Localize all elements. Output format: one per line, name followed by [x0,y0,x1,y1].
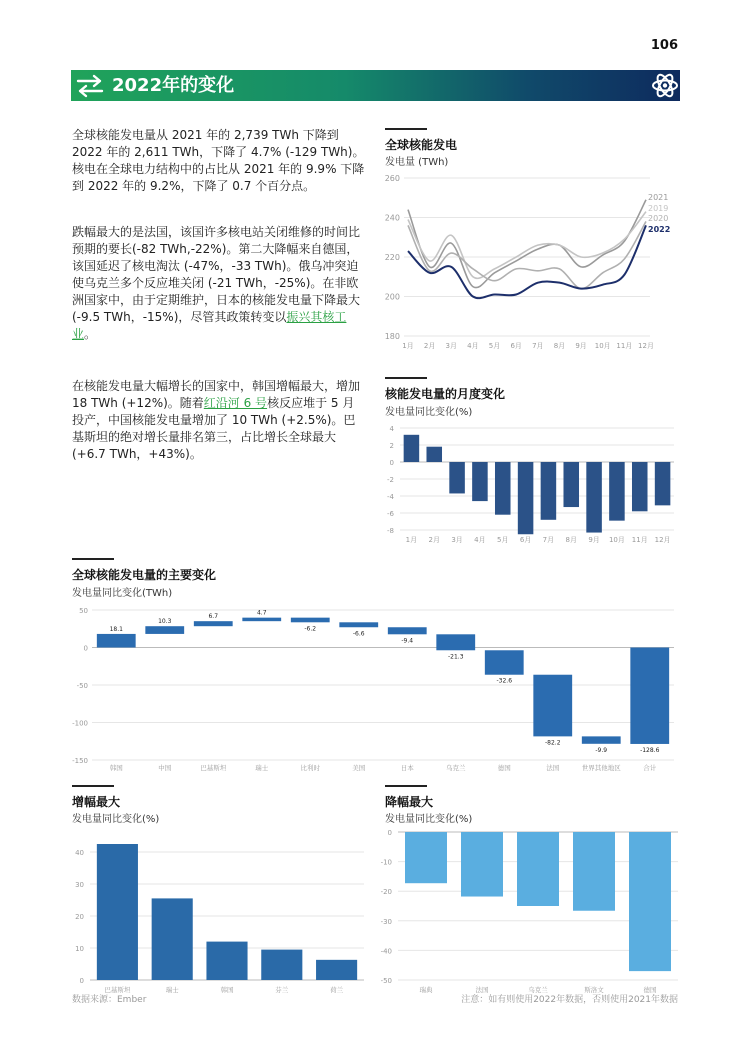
paragraph-2-end: 。 [84,327,97,341]
chart-divider [72,558,114,560]
chart-ylabel: 发电量同比变化(%) [385,814,473,825]
x-tick-label: 7月 [542,536,555,544]
waterfall-bar [145,626,184,634]
x-tick-label: 德国 [643,986,657,994]
y-tick-label: -4 [387,493,394,501]
x-tick-label: 巴基斯坦 [104,986,131,994]
waterfall-bar [485,650,524,674]
increase-bar-chart [62,826,368,994]
y-tick-label: -10 [380,858,392,867]
y-tick-label: 0 [387,829,392,837]
exchange-arrows-icon [74,73,106,99]
chart-ylabel: 发电量同比变化(%) [385,407,473,418]
line-chart [378,168,680,354]
y-tick-label: -50 [76,682,88,690]
paragraph-3-text: 在核能发电量大幅增长的国家中，韩国增幅最大，增加 18 TWh (+12%)。随着 [72,379,361,410]
waterfall-bar [194,621,233,626]
bar [449,462,465,493]
data-note: 注意：如有则使用2022年数据，否则使用2021年数据 [461,995,678,1005]
data-source: 数据来源：Ember [72,995,147,1005]
chart-title: 核能发电量的月度变化 [385,387,506,401]
y-tick-label: 4 [389,425,394,433]
legend-label-2022: 2022 [648,225,671,234]
paragraph-2 [72,224,366,343]
x-tick-label: 2月 [428,536,440,544]
x-tick-label: 中国 [158,764,172,772]
chart-divider [385,377,427,379]
paragraph-2-text: 跌幅最大的是法国，该国许多核电站关闭维修的时间比预期的要长(-82 TWh,-22%)。第二大降幅来自德国，该国延迟了核电淘汰 (-47%，-33 TWh)。俄乌冲突迫使乌克兰多个反应堆关闭 (-21 TWh，-25%)。在非欧洲国家中，由于定期维护，日本的核能发电量下降最大 (-9.5 TWh，-15%)，尽管其政策转变以 [72,225,361,324]
chart-title: 全球核能发电量的主要变化 [72,568,217,582]
y-tick-label: 10 [75,945,84,953]
x-tick-label: 瑞士 [165,986,179,994]
chart-title: 全球核能发电 [385,138,458,152]
x-tick-label: 3月 [451,536,463,544]
x-tick-label: 4月 [467,342,479,350]
x-tick-label: 9月 [588,536,600,544]
bar [609,462,625,521]
data-label: -9.9 [595,746,608,754]
chart-title: 增幅最大 [72,795,121,809]
legend-label-2021: 2021 [648,193,669,202]
legend-label-2020: 2020 [648,214,669,223]
x-tick-label: 2月 [423,342,436,350]
y-tick-label: -2 [387,476,394,484]
chart-divider [385,785,427,787]
data-label: -9.4 [401,637,414,645]
bar [97,844,138,980]
data-label: 6.7 [208,613,219,621]
data-label: -128.6 [640,746,660,754]
y-tick-label: 220 [384,253,400,262]
bar [632,462,648,511]
y-tick-label: -50 [380,977,392,985]
bar [404,435,420,462]
x-tick-label: 世界其他地区 [581,764,621,772]
x-tick-label: 10月 [608,536,625,544]
x-tick-label: 1月 [402,342,414,350]
x-tick-label: 法国 [546,764,560,772]
bar [261,950,302,980]
bar [586,462,602,533]
chart-ylabel: 发电量同比变化(TWh) [72,588,173,599]
data-label: -82.2 [544,739,561,747]
hongyanhe-link[interactable]: 红沿河 6 号 [203,396,268,410]
y-tick-label: -6 [387,510,394,518]
x-tick-label: 比利时 [300,764,320,772]
data-label: -21.3 [447,653,464,661]
x-tick-label: 合计 [643,764,657,772]
y-tick-label: -100 [72,719,88,728]
y-tick-label: 260 [384,174,400,183]
bar [563,462,579,507]
x-tick-label: 6月 [519,536,532,544]
x-tick-label: 8月 [565,536,577,544]
waterfall-chart [62,600,680,775]
y-tick-label: 0 [79,977,84,985]
y-tick-label: -150 [72,757,88,765]
x-tick-label: 斯洛文 [584,986,604,994]
decrease-bar-chart [376,826,682,994]
bar [518,462,534,534]
x-tick-label: 瑞士 [255,764,269,772]
x-tick-label: 乌克兰 [446,764,466,772]
y-tick-label: 240 [384,213,400,223]
y-tick-label: -8 [387,527,394,535]
paragraph-3 [72,378,366,463]
x-tick-label: 11月 [631,536,648,544]
x-tick-label: 法国 [475,986,489,994]
bar [405,832,447,883]
x-tick-label: 9月 [575,342,587,350]
monthly-bar-chart [378,418,680,552]
x-tick-label: 韩国 [109,764,123,772]
chart-ylabel: 发电量 (TWh) [385,157,449,168]
chart-title: 降幅最大 [385,795,434,809]
data-label: -6.2 [304,625,317,633]
y-tick-label: 50 [79,607,88,615]
chart-divider [72,785,114,787]
x-tick-label: 4月 [474,536,486,544]
x-tick-label: 12月 [654,536,671,544]
y-tick-label: -40 [380,947,392,956]
waterfall-bar [533,675,572,737]
data-label: -32.6 [496,677,513,685]
y-tick-label: 0 [389,459,394,467]
waterfall-bar [582,736,621,743]
data-label: 18.1 [109,625,123,633]
data-label: 4.7 [256,609,267,617]
x-tick-label: 韩国 [220,986,234,994]
bar [573,832,615,911]
bar [461,832,503,897]
x-tick-label: 6月 [510,342,522,350]
series-line-2022 [408,225,646,298]
paragraph-3-end: 核反应堆于 5 月投产，中国核能发电量增加了 10 TWh (+2.5%)。巴基斯坦的绝对增长量排名第三，占比增长全球最大 (+6.7 TWh，+43%)。 [72,396,356,461]
y-tick-label: -20 [380,888,392,897]
x-tick-label: 美国 [352,764,366,772]
y-tick-label: 0 [83,644,88,653]
waterfall-bar [339,622,378,627]
x-tick-label: 3月 [445,342,458,350]
x-tick-label: 德国 [497,764,511,772]
x-tick-label: 8月 [553,342,566,350]
chart-divider [385,128,427,130]
section-title: 2022年的变化 [112,75,235,96]
atom-icon [648,70,682,101]
waterfall-bar [97,634,136,648]
x-tick-label: 1月 [405,536,418,544]
waterfall-bar [630,648,669,744]
waterfall-bar [436,634,475,650]
y-tick-label: 20 [75,913,84,921]
y-tick-label: 40 [75,849,84,857]
x-tick-label: 芬兰 [275,986,289,994]
x-tick-label: 12月 [638,342,654,350]
x-tick-label: 乌克兰 [528,986,548,994]
bar [426,447,442,462]
legend-label-2019: 2019 [648,204,669,213]
x-tick-label: 荷兰 [330,986,344,994]
bar [541,462,557,520]
x-tick-label: 11月 [616,342,633,350]
y-tick-label: 30 [75,881,84,889]
chart-ylabel: 发电量同比变化(%) [72,814,160,825]
data-label: -6.6 [352,630,365,638]
x-tick-label: 日本 [400,764,414,772]
data-label: 10.3 [158,618,172,626]
y-tick-label: 200 [384,292,400,302]
x-tick-label: 瑞典 [419,986,433,994]
bar [629,832,671,971]
y-tick-label: -30 [380,917,392,926]
bar [517,832,559,906]
x-tick-label: 10月 [594,342,611,350]
x-tick-label: 巴基斯坦 [200,764,227,772]
waterfall-bar [388,627,427,634]
bar [316,960,357,980]
paragraph-1: 全球核能发电量从 2021 年的 2,739 TWh 下降到 2022 年的 2,611 TWh，下降了 4.7% (-129 TWh)。核电在全球电力结构中的占比从 2021 年的 9.9% 下降到 2022 年的 9.2%，下降了 0.7 个百分点。 [72,128,365,193]
revive-nuclear-link[interactable]: 振兴其核工业 [72,310,347,341]
bar [472,462,488,501]
y-tick-label: 2 [389,442,394,450]
page-number: 106 [650,38,678,53]
waterfall-bar [291,618,330,623]
x-tick-label: 5月 [488,342,501,350]
x-tick-label: 5月 [497,536,509,544]
x-tick-label: 7月 [532,342,544,350]
bar [206,942,247,980]
bar [152,898,193,980]
bar [495,462,511,515]
waterfall-bar [242,618,281,622]
bar [655,462,671,505]
y-tick-label: 180 [384,332,400,341]
